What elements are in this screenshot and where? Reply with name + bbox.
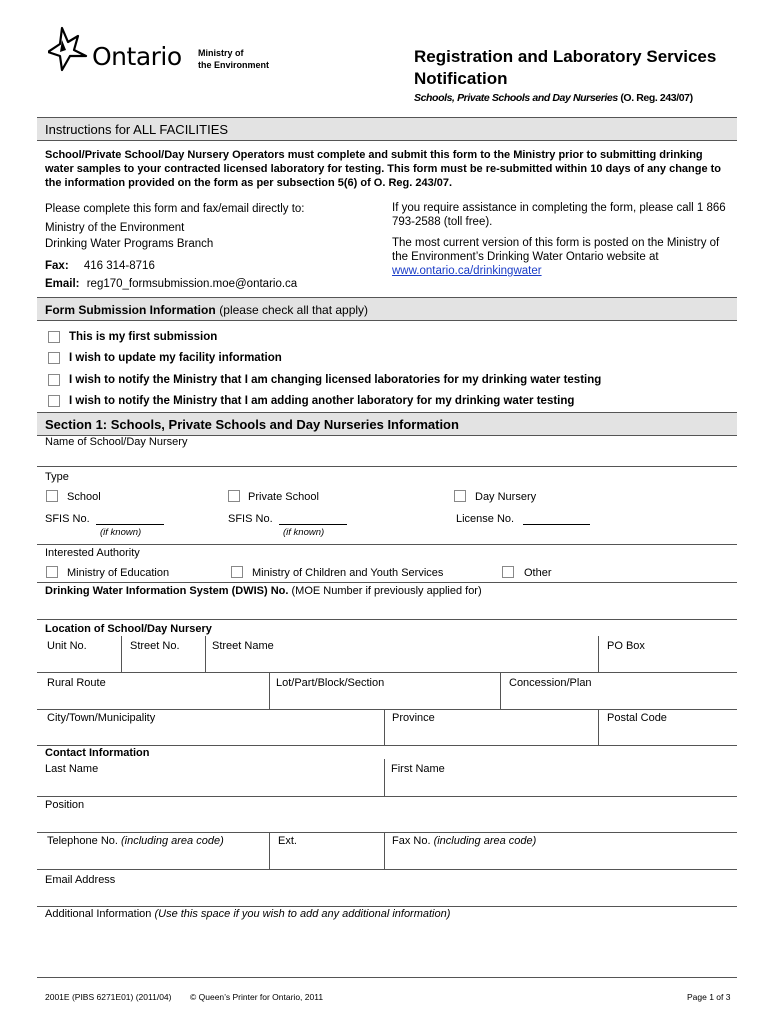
- authority-children-label: Ministry of Children and Youth Services: [252, 567, 444, 579]
- divider: [384, 759, 385, 796]
- adding-lab-label: I wish to notify the Ministry that I am adding another laboratory for my drinking water testing: [69, 395, 575, 407]
- submission-header: [37, 297, 737, 321]
- school-name-label: Name of School/Day Nursery: [45, 436, 188, 448]
- divider: [598, 636, 599, 672]
- authority-other-label: Other: [524, 567, 552, 579]
- divider: [37, 544, 737, 545]
- school-sfis-hint: (if known): [100, 527, 142, 538]
- unit-no-label: Unit No.: [47, 640, 87, 652]
- divider: [384, 709, 385, 746]
- type-label: Type: [45, 471, 69, 483]
- divider: [37, 672, 737, 673]
- divider: [598, 709, 599, 746]
- instructions-heading: Instructions for ALL FACILITIES: [45, 122, 229, 137]
- authority-other-checkbox[interactable]: [502, 566, 514, 578]
- website-link[interactable]: www.ontario.ca/drinkingwater: [392, 265, 542, 277]
- type-school-checkbox[interactable]: [46, 490, 58, 502]
- divider: [384, 832, 385, 870]
- ext-label: Ext.: [278, 835, 297, 847]
- ministry-address-name: Ministry of the Environment: [45, 222, 185, 234]
- private-sfis-field[interactable]: [279, 524, 347, 525]
- page-number: Page 1 of 3: [687, 992, 731, 1002]
- additional-info-label: Additional Information (Use this space if you wish to add any additional information): [45, 908, 451, 920]
- type-school-label: School: [67, 491, 101, 503]
- assistance-text: If you require assistance in completing the form, please call 1 866 793-2588 (toll free).: [392, 202, 726, 228]
- changing-lab-checkbox[interactable]: [48, 374, 60, 386]
- authority-children-checkbox[interactable]: [231, 566, 243, 578]
- school-sfis-field[interactable]: [96, 524, 164, 525]
- telephone-label: Telephone No. (including area code): [47, 835, 224, 847]
- instructions-header: [37, 117, 737, 141]
- type-private-school-label: Private School: [248, 491, 319, 503]
- update-info-checkbox[interactable]: [48, 352, 60, 364]
- divider: [37, 582, 737, 583]
- form-id: 2001E (PIBS 6271E01) (2011/04): [45, 992, 172, 1002]
- version-text: The most current version of this form is posted on the Ministry of the Environment’s Drinking Water Ontario website at www.ontario.ca/drinkingwater: [392, 237, 720, 277]
- divider: [269, 672, 270, 710]
- divider: [37, 709, 737, 710]
- fax-line: Fax: 416 314-8716: [45, 260, 155, 272]
- instructions-text: School/Private School/Day Nursery Operators must complete and submit this form to the Ministry prior to submitting drinking water samples to your contracted licensed laboratory for testing. This form must be re-submitted within 10 days of any change to the information provided on the form as per subsection 5(6) of O. Reg. 243/07.: [45, 149, 722, 189]
- private-sfis-hint: (if known): [283, 527, 325, 538]
- divider: [37, 977, 737, 978]
- street-name-label: Street Name: [212, 640, 274, 652]
- authority-label: Interested Authority: [45, 547, 140, 559]
- dwis-field[interactable]: [45, 600, 735, 618]
- city-label: City/Town/Municipality: [47, 712, 156, 724]
- type-private-school-checkbox[interactable]: [228, 490, 240, 502]
- divider: [37, 796, 737, 797]
- location-heading: Location of School/Day Nursery: [45, 623, 212, 635]
- last-name-label: Last Name: [45, 763, 99, 775]
- page-title: Registration and Laboratory Services Notification: [414, 47, 717, 88]
- first-submission-checkbox[interactable]: [48, 331, 60, 343]
- changing-lab-label: I wish to notify the Ministry that I am changing licensed laboratories for my drinking water testing: [69, 374, 602, 386]
- street-no-label: Street No.: [130, 640, 180, 652]
- concession-label: Concession/Plan: [509, 677, 592, 689]
- private-sfis-label: SFIS No.: [228, 513, 273, 525]
- first-name-label: First Name: [391, 763, 445, 775]
- page-subtitle: Schools, Private Schools and Day Nurseries (O. Reg. 243/07): [414, 92, 693, 104]
- logo-text: Ontario: [92, 42, 182, 71]
- type-day-nursery-checkbox[interactable]: [454, 490, 466, 502]
- divider: [205, 636, 206, 672]
- submission-note: (please check all that apply): [219, 303, 369, 317]
- postal-code-label: Postal Code: [607, 712, 667, 724]
- divider: [37, 466, 737, 467]
- fax-no-label: Fax No. (including area code): [392, 835, 537, 847]
- divider: [37, 869, 737, 870]
- rural-route-label: Rural Route: [47, 677, 106, 689]
- position-label: Position: [45, 799, 85, 811]
- school-sfis-label: SFIS No.: [45, 513, 90, 525]
- divider: [500, 672, 501, 710]
- divider: [37, 906, 737, 907]
- lot-label: Lot/Part/Block/Section: [276, 677, 385, 689]
- copyright: © Queen’s Printer for Ontario, 2011: [190, 992, 324, 1002]
- ministry-branch: Drinking Water Programs Branch: [45, 238, 214, 250]
- ministry-name: Ministry of the Environment: [198, 48, 270, 70]
- dwis-label: Drinking Water Information System (DWIS) No. (MOE Number if previously applied for): [45, 585, 482, 597]
- authority-education-checkbox[interactable]: [46, 566, 58, 578]
- contact-heading: Contact Information: [45, 747, 150, 759]
- section1-header: [37, 412, 737, 436]
- update-info-label: I wish to update my facility information: [69, 352, 282, 364]
- school-name-field[interactable]: [45, 450, 735, 466]
- first-submission-label: This is my first submission: [69, 331, 218, 343]
- divider: [37, 832, 737, 833]
- type-day-nursery-label: Day Nursery: [475, 491, 537, 503]
- additional-info-field[interactable]: [45, 924, 735, 974]
- section1-heading: Section 1: Schools, Private Schools and Day Nurseries Information: [45, 417, 459, 432]
- ontario-logo: [48, 26, 188, 74]
- po-box-label: PO Box: [607, 640, 645, 652]
- adding-lab-checkbox[interactable]: [48, 395, 60, 407]
- submit-intro: Please complete this form and fax/email directly to:: [45, 203, 305, 215]
- province-label: Province: [392, 712, 435, 724]
- divider: [121, 636, 122, 672]
- submission-heading: Form Submission Information: [45, 303, 216, 317]
- license-field[interactable]: [523, 524, 590, 525]
- email-line: Email: reg170_formsubmission.moe@ontario.ca: [45, 278, 298, 290]
- divider: [37, 745, 737, 746]
- license-label: License No.: [456, 513, 515, 525]
- email-address-label: Email Address: [45, 874, 116, 886]
- divider: [269, 832, 270, 870]
- authority-education-label: Ministry of Education: [67, 567, 170, 579]
- divider: [37, 619, 737, 620]
